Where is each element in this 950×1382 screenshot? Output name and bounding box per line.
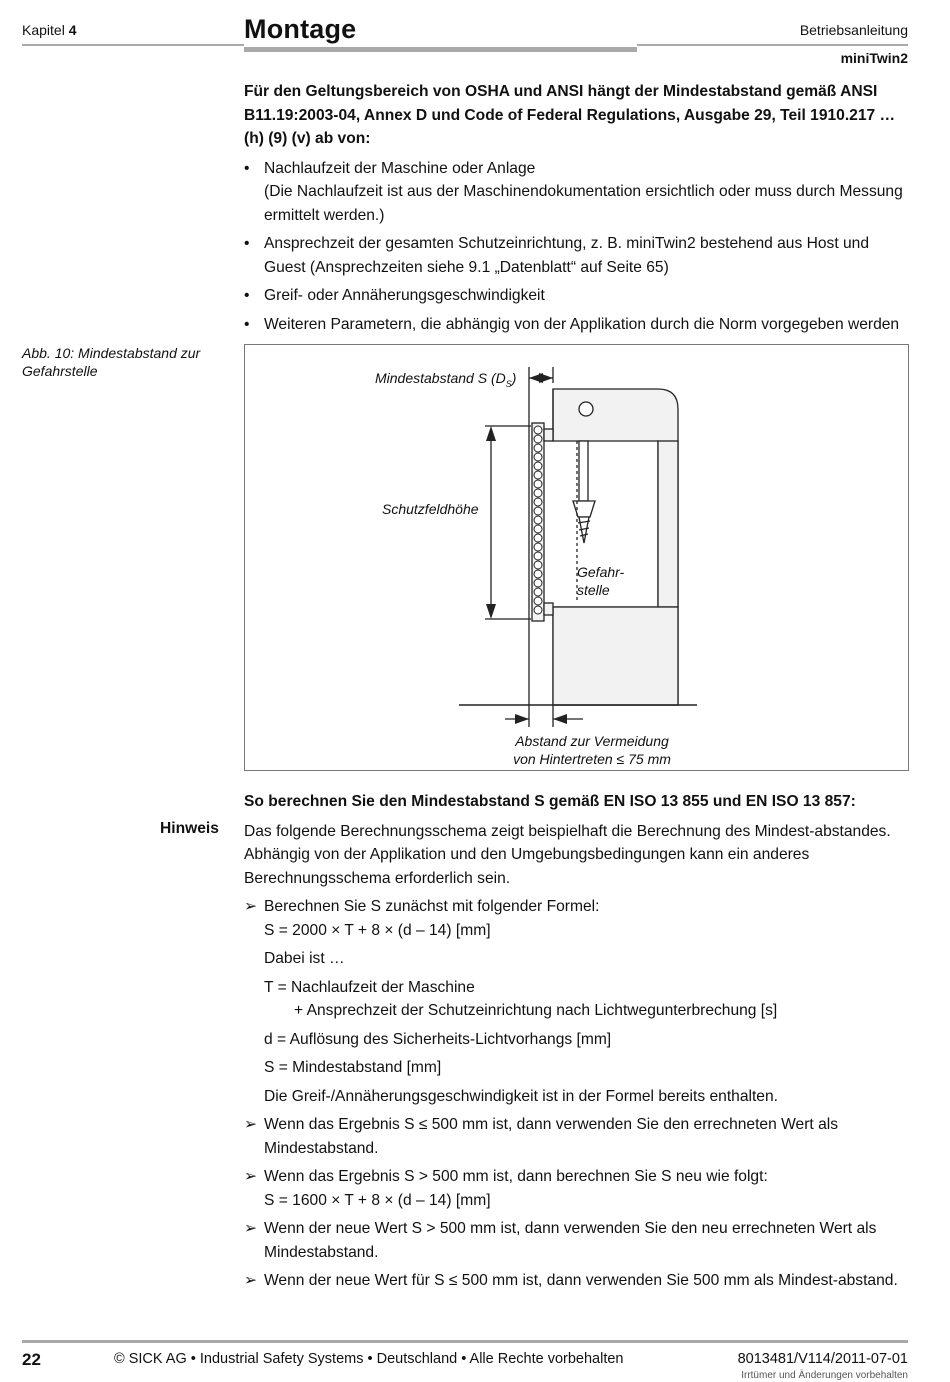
- chapter-label: [22, 22, 77, 38]
- bullet-icon: •: [244, 287, 250, 304]
- step-item: ➢ Berechnen Sie S zunächst mit folgender Formel: S = 2000 × T + 8 × (d – 14) [mm]: [244, 895, 914, 942]
- light-curtain-beams: [534, 426, 542, 614]
- definition-note: Die Greif-/Annäherungsgeschwindigkeit ist in der Formel bereits enthalten.: [264, 1087, 778, 1105]
- list-item-text: (Die Nachlaufzeit ist aus der Maschinendokumentation ersichtlich oder muss durch Messung ermittelt werden.): [264, 183, 903, 224]
- arrow-icon: ➢: [244, 898, 258, 915]
- formula: S = 1600 × T + 8 × (d – 14) [mm]: [264, 1191, 491, 1209]
- list-item: [244, 284, 914, 308]
- note-label: Hinweis: [160, 820, 219, 837]
- label-step-behind-distance: Abstand zur Vermeidung von Hintertreten ≤ 75 mm: [513, 733, 671, 767]
- list-item-text: Greif- oder Annäherungsgeschwindigkeit: [264, 287, 545, 304]
- label-minimum-distance: Mindestabstand S $(D_S)$: [375, 370, 517, 389]
- header-rule-right: [637, 44, 908, 46]
- chapter-number: 4: [68, 22, 77, 38]
- footer-doc-id: 8013481/V114/2011-07-01: [737, 1351, 908, 1367]
- footer-rule: [22, 1340, 908, 1343]
- header-rule-title: [244, 47, 637, 52]
- product-name: miniTwin2: [840, 50, 908, 66]
- machine-diagram: [245, 345, 908, 770]
- label-hazard-point: Gefahr- stelle: [577, 564, 625, 598]
- doc-type: Betriebsanleitung: [799, 22, 908, 38]
- definition-d: d = Auflösung des Sicherheits-Lichtvorhangs [mm]: [264, 1030, 612, 1048]
- footer-copyright: © SICK AG • Industrial Safety Systems • Deutschland • Alle Rechte vorbehalten: [114, 1351, 624, 1367]
- dabei-text: Dabei ist …: [264, 950, 345, 967]
- arrow-icon: ➢: [244, 1116, 258, 1133]
- list-item: [244, 313, 914, 337]
- bullet-icon: •: [244, 235, 250, 252]
- arrow-icon: ➢: [244, 1168, 258, 1185]
- definition-T: T = Nachlaufzeit der Maschine + Ansprechzeit der Schutzeinrichtung nach Lichtwegunterbrechung [s]: [264, 978, 778, 1019]
- figure-caption: Abb. 10: Mindestabstand zur Gefahrstelle: [22, 345, 201, 379]
- formula: S = 2000 × T + 8 × (d – 14) [mm]: [264, 921, 491, 939]
- header-rule-left: [22, 44, 244, 46]
- intro-section: [244, 80, 914, 341]
- list-item-text: Weiteren Parametern, die abhängig von der Applikation durch die Norm vorgegeben werden: [264, 315, 900, 333]
- bullet-icon: •: [244, 159, 250, 177]
- page-title: Montage: [244, 14, 357, 44]
- arrow-icon: ➢: [244, 1220, 258, 1237]
- footer-note: Irrtümer und Änderungen vorbehalten: [741, 1370, 908, 1381]
- list-item-text: Ansprechzeit der gesamten Schutzeinrichtung, z. B. miniTwin2 bestehend aus Host und Guest (Ansprechzeiten siehe 9.1 „Datenblatt“ auf Seite 65): [264, 235, 870, 276]
- page-number: 22: [22, 1350, 41, 1369]
- step-item: ➢ Wenn der neue Wert S > 500 mm ist, dann verwenden Sie den neu errechneten Wert als Mindestabstand.: [244, 1217, 914, 1264]
- label-field-height: Schutzfeldhöhe: [382, 501, 479, 517]
- calculation-section: [244, 790, 914, 1293]
- bullet-icon: •: [244, 315, 250, 333]
- intro-bullet-list: [244, 157, 914, 337]
- note-text: Das folgende Berechnungsschema zeigt beispielhaft die Berechnung des Mindest-abstandes. Abhängig von der Applikation und den Umgebungsbedingungen kann ein anderes Berechnungsschema erforderlich sein.: [244, 822, 891, 887]
- step-item: ➢ Wenn das Ergebnis S ≤ 500 mm ist, dann verwenden Sie den errechneten Wert als Mindestabstand.: [244, 1113, 914, 1160]
- figure-minimum-distance: [244, 344, 909, 771]
- list-item-text: Nachlaufzeit der Maschine oder Anlage: [264, 159, 536, 177]
- list-item: [244, 232, 914, 279]
- chapter-label-text: Kapitel: [22, 22, 65, 38]
- list-item: [244, 157, 914, 228]
- arrow-icon: ➢: [244, 1272, 258, 1289]
- step-item: ➢ Wenn das Ergebnis S > 500 mm ist, dann berechnen Sie S neu wie folgt: S = 1600 × T + 8 × (d – 14) [mm]: [244, 1165, 914, 1212]
- intro-heading: Für den Geltungsbereich von OSHA und ANSI hängt der Mindestabstand gemäß ANSI B11.19:2003-04, Annex D und Code of Federal Regulations, Ausgabe 29, Teil 1910.217 … (h) (9) (v) ab von:: [244, 83, 896, 147]
- section-heading: So berechnen Sie den Mindestabstand S gemäß EN ISO 13 855 und EN ISO 13 857:: [244, 793, 856, 810]
- definition-S: S = Mindestabstand [mm]: [264, 1059, 442, 1076]
- step-item: ➢ Wenn der neue Wert für S ≤ 500 mm ist, dann verwenden Sie 500 mm als Mindest-abstand.: [244, 1269, 914, 1293]
